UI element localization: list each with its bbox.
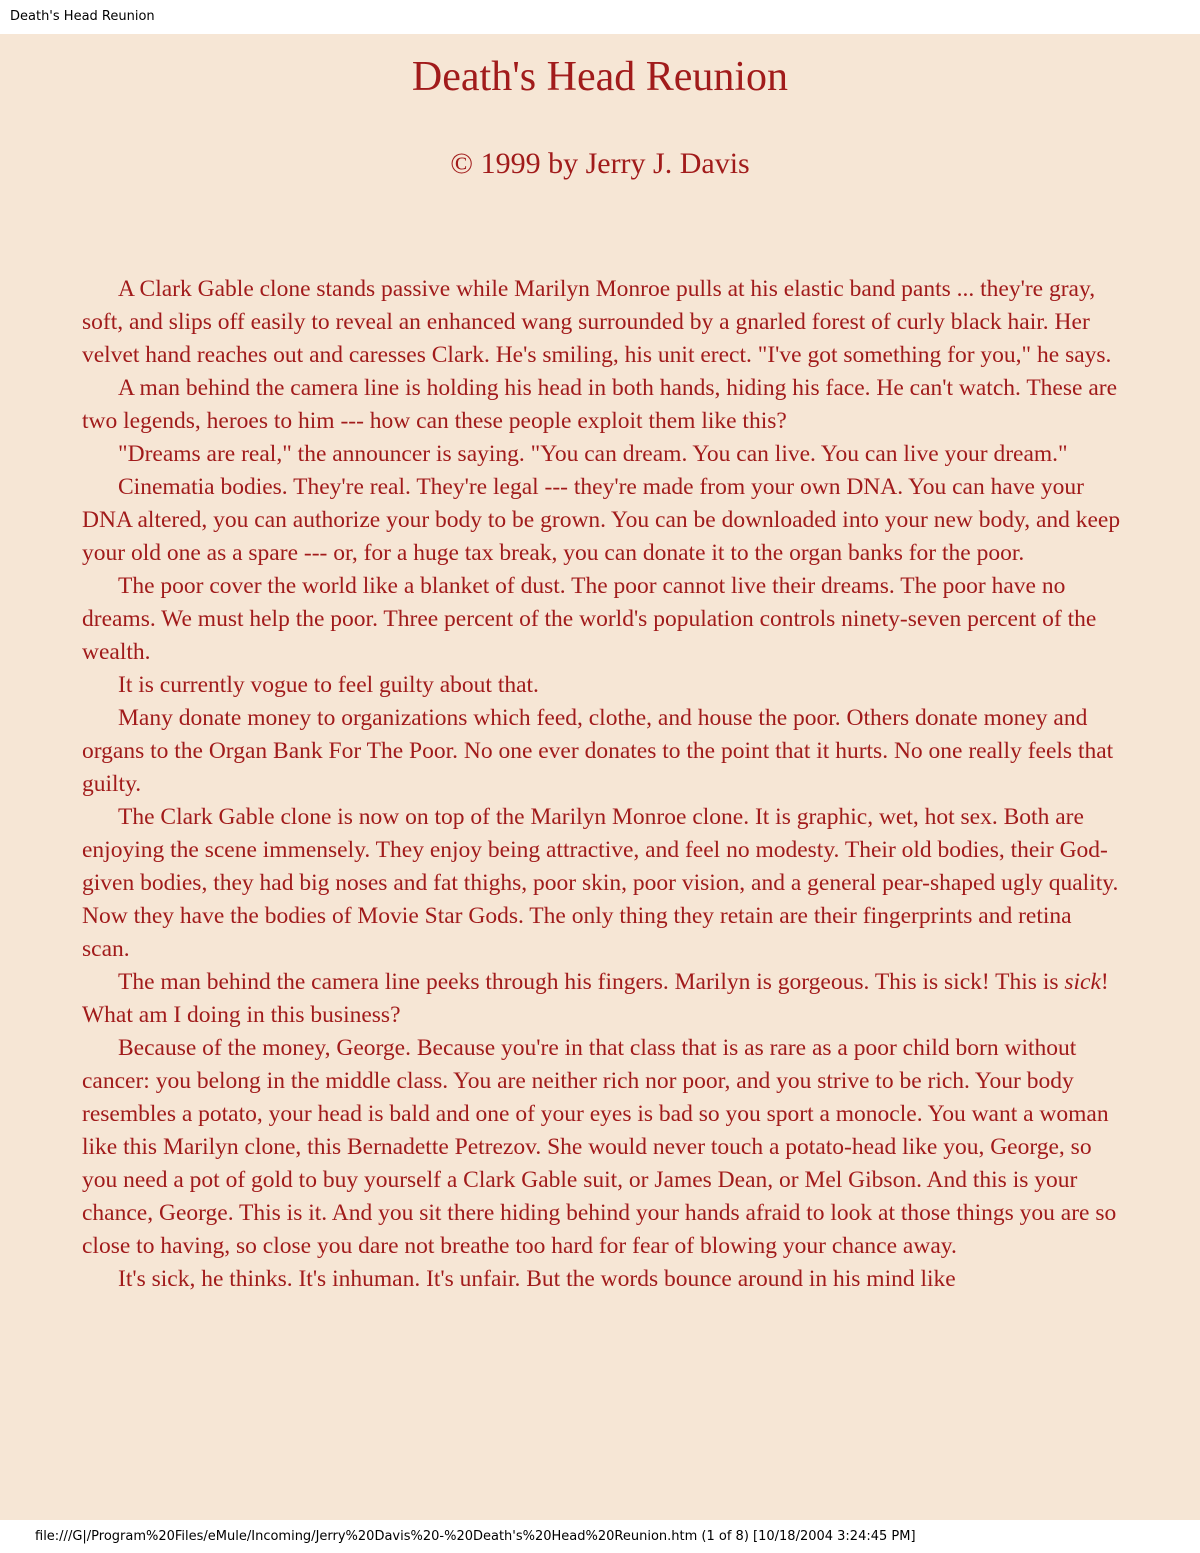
print-footer-url: file:///G|/Program%20Files/eMule/Incoming/Jerry%20Davis%20-%20Death's%20Head%20Reunion.htm (1 of 8) [10/18/2004 3:24:45 PM] [35, 1529, 916, 1544]
story-text [82, 273, 1122, 1296]
paragraph: Because of the money, George. Because you're in that class that is as rare as a poor child born without cancer: you belong in the middle class. You are neither rich nor poor, and you strive to be rich. Your body resembles a potato, your head is bald and one of your eyes is bad so you sport a monocle. You want a woman like this Marilyn clone, this Bernadette Petrezov. She would never touch a potato-head like you, George, so you need a pot of gold to buy yourself a Clark Gable suit, or James Dean, or Mel Gibson. And this is your chance, George. This is it. And you sit there hiding behind your hands afraid to look at those things you are so close to having, so close you dare not breathe too hard for fear of blowing your chance away. [82, 1035, 1117, 1259]
paragraph: It is currently vogue to feel guilty about that. [118, 672, 539, 698]
print-footer [0, 1520, 1200, 1553]
paragraph: Many donate money to organizations which feed, clothe, and house the poor. Others donate money and organs to the Organ Bank For The Poor. No one ever donates to the point that it hurts. No one really feels that guilty. [82, 705, 1114, 797]
paragraph-text: The man behind the camera line peeks through his fingers. Marilyn is gorgeous. This is sick! This is [118, 969, 1059, 995]
copyright-line: © 1999 by Jerry J. Davis [450, 147, 750, 180]
paragraph: The Clark Gable clone is now on top of the Marilyn Monroe clone. It is graphic, wet, hot sex. Both are enjoying the scene immensely. They enjoy being attractive, and feel no modesty. Their old bodies, their God-given bodies, they had big noses and fat thighs, poor skin, poor vision, and a general pear-shaped ugly quality. Now they have the bodies of Movie Star Gods. The only thing they retain are their fingerprints and retina scan. [82, 804, 1119, 962]
paragraph: A Clark Gable clone stands passive while Marilyn Monroe pulls at his elastic band pants ... they're gray, soft, and slips off easily to reveal an enhanced wang surrounded by a gnarled forest of curly black hair. Her velvet hand reaches out and caresses Clark. He's smiling, his unit erect. "I've got something for you," he says. [82, 276, 1112, 368]
print-header [0, 0, 1200, 34]
paragraph: The poor cover the world like a blanket of dust. The poor cannot live their dreams. The poor have no dreams. We must help the poor. Three percent of the world's population controls ninety-seven percent of the wealth. [82, 573, 1097, 665]
paragraph: "Dreams are real," the announcer is saying. "You can dream. You can live. You can live your dream." [118, 441, 1068, 467]
emphasis-text: sick [1064, 969, 1101, 995]
paragraph [82, 966, 1122, 1032]
paragraph: It's sick, he thinks. It's inhuman. It's unfair. But the words bounce around in his mind like [118, 1266, 956, 1292]
paragraph: A man behind the camera line is holding his head in both hands, hiding his face. He can't watch. These are two legends, heroes to him --- how can these people exploit them like this? [82, 375, 1118, 434]
print-header-title: Death's Head Reunion [10, 9, 155, 24]
document-title: Death's Head Reunion [411, 54, 789, 100]
paragraph-text: ! What am I doing in this business? [82, 969, 1109, 1028]
paragraph: Cinematia bodies. They're real. They're legal --- they're made from your own DNA. You can have your DNA altered, you can authorize your body to be grown. You can be downloaded into your new body, and keep your old one as a spare --- or, for a huge tax break, you can donate it to the organ banks for the poor. [82, 474, 1121, 566]
